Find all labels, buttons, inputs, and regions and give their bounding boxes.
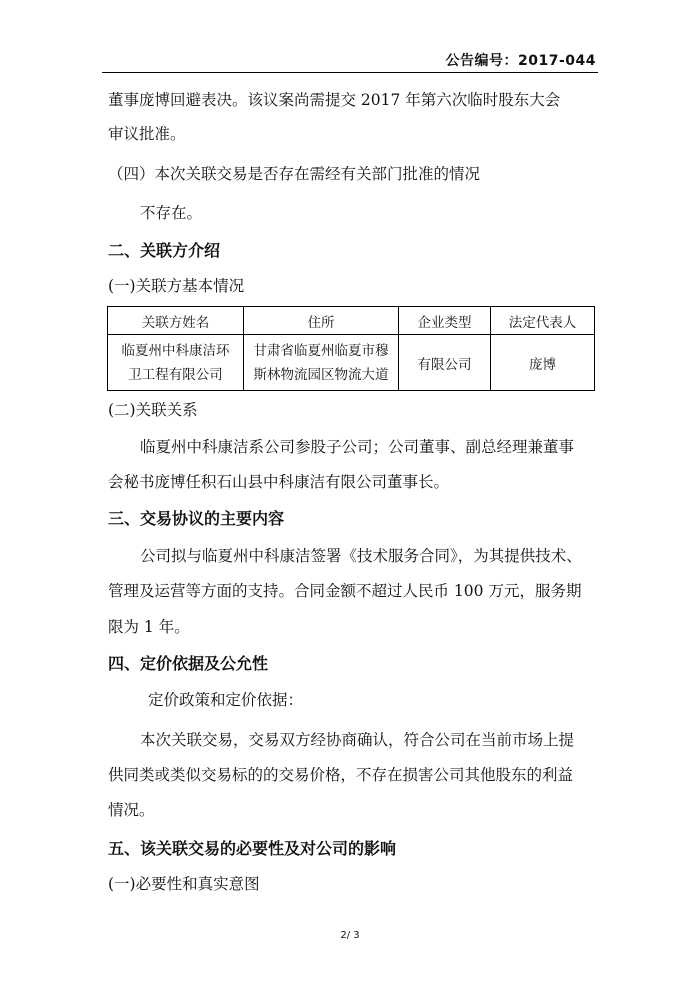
legal-rep-cell: 庞博 [491,335,595,391]
paragraph-line: 情况。 [108,801,155,819]
paragraph-line: 定价政策和定价依据： [148,691,304,709]
paragraph-line: 临夏州中科康洁系公司参股子公司；公司董事、副总经理兼董事 [140,438,575,456]
table-row [108,335,595,391]
paragraph-line: 审议批准。 [108,125,186,143]
section-heading-4: 四、定价依据及公允性 [108,654,269,673]
paragraph-line: 董事庞博回避表决。该议案尚需提交 2017 年第六次临时股东大会 [108,91,561,109]
table-header-cell: 企业类型 [399,307,491,335]
section-heading-5: 五、该关联交易的必要性及对公司的影响 [108,839,397,858]
section-subheading: (一)必要性和真实意图 [108,875,260,893]
address-line: 斯林物流园区物流大道 [253,366,389,383]
paragraph-line: 本次关联交易，交易双方经协商确认，符合公司在当前市场上提 [140,731,575,749]
page-number: 2/ 3 [340,930,360,941]
paragraph-line: 不存在。 [140,204,203,222]
section-subheading: (一)关联方基本情况 [108,277,245,295]
address-line: 甘肃省临夏州临夏市穆 [253,342,389,359]
table-header-cell: 法定代表人 [491,307,595,335]
paragraph-line: 公司拟与临夏州中科康洁签署《技术服务合同》，为其提供技术、 [140,547,582,565]
table-header-row [108,307,595,335]
announcement-number: 公告编号：2017-044 [445,53,596,69]
company-type-cell: 有限公司 [399,335,491,391]
table-header-cell: 住所 [244,307,399,335]
section-subheading: (二)关联关系 [108,401,198,419]
paragraph-line: 供同类或类似交易标的的交易价格，不存在损害公司其他股东的利益 [108,766,574,784]
paragraph-line: 会秘书庞博任积石山县中科康洁有限公司董事长。 [108,473,450,491]
section-heading-2: 二、关联方介绍 [108,241,221,260]
section-heading-3: 三、交易协议的主要内容 [108,509,285,528]
related-party-table [107,306,595,391]
paragraph-line: 管理及运营等方面的支持。合同金额不超过人民币 100 万元，服务期 [108,582,582,600]
party-name-line: 卫工程有限公司 [128,366,223,383]
header-divider [102,72,598,73]
table-header-cell: 关联方姓名 [108,307,244,335]
section-subheading: （四）本次关联交易是否存在需经有关部门批准的情况 [108,165,481,183]
party-name-line: 临夏州中科康洁环 [121,342,230,359]
paragraph-line: 限为 1 年。 [108,618,190,636]
address-cell [244,335,399,391]
party-name-cell [108,335,244,391]
